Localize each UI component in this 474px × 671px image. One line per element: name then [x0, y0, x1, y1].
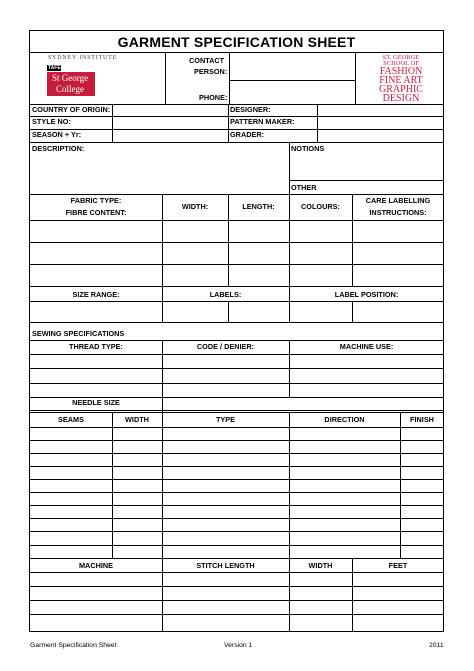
- institute-name: SYDNEY INSTITUTE: [48, 55, 118, 61]
- grid-line: [30, 545, 444, 546]
- seams-label: SEAMS: [58, 415, 84, 424]
- grid-line: [352, 194, 353, 286]
- style-label: STYLE NO:: [32, 117, 71, 126]
- grid-line: [229, 80, 355, 81]
- grid-line: [228, 301, 229, 322]
- contact-label-1: CONTACT: [189, 56, 225, 65]
- grid-line: [228, 104, 229, 142]
- grid-line: [30, 479, 444, 480]
- grid-line: [400, 412, 401, 558]
- care-label-2: INSTRUCTIONS:: [369, 208, 427, 217]
- grid-line: [355, 52, 356, 104]
- college-line-2: College: [56, 84, 84, 94]
- grid-line: [30, 220, 444, 221]
- grid-line: [30, 531, 444, 532]
- care-label-1: CARE LABELLING: [365, 196, 431, 205]
- grid-line: [30, 412, 444, 413]
- grid-line: [289, 558, 290, 632]
- grid-line: [30, 518, 444, 519]
- grid-line: [30, 558, 444, 559]
- grid-line: [30, 410, 444, 411]
- grid-line: [30, 383, 444, 384]
- description-label: DESCRIPTION:: [32, 144, 85, 153]
- grid-line: [228, 194, 229, 286]
- grid-line: [352, 558, 353, 632]
- grid-line: [162, 340, 163, 412]
- grid-line: [229, 52, 230, 104]
- grid-line: [30, 397, 444, 398]
- grid-line: [165, 52, 166, 104]
- grid-line: [30, 572, 444, 573]
- grid-line: [30, 368, 444, 369]
- grid-line: [30, 600, 444, 601]
- pattern-maker-label: PATTERN MAKER:: [230, 117, 295, 126]
- school-logo-line: SCHOOL OF: [383, 60, 419, 67]
- grid-line: [30, 466, 444, 467]
- grid-line: [112, 104, 113, 142]
- fabric-length-label: LENGTH:: [242, 202, 275, 211]
- seams-direction-label: DIRECTION: [324, 415, 365, 424]
- other-label: OTHER: [291, 183, 317, 192]
- page-title: GARMENT SPECIFICATION SHEET: [117, 34, 356, 50]
- grid-line: [30, 116, 444, 117]
- school-logo-line: ST. GEORGE: [382, 54, 420, 61]
- feet-label: FEET: [388, 561, 408, 570]
- grid-line: [162, 412, 163, 558]
- grid-line: [30, 614, 444, 615]
- thread-type-label: THREAD TYPE:: [69, 342, 123, 351]
- grid-line: [112, 412, 113, 558]
- seams-finish-label: FINISH: [410, 415, 434, 424]
- school-logo-line: GRAPHIC: [379, 84, 423, 95]
- grid-line: [30, 52, 444, 53]
- fabric-type-label: FABRIC TYPE:: [70, 196, 122, 205]
- label-position-label: LABEL POSITION:: [334, 290, 399, 299]
- size-range-label: SIZE RANGE:: [72, 290, 120, 299]
- grid-line: [317, 104, 318, 142]
- notions-label: NOTIONS: [291, 144, 325, 153]
- college-line-1: St George: [52, 73, 89, 83]
- grid-line: [30, 104, 444, 105]
- stitch-length-label: STITCH LENGTH: [196, 561, 255, 570]
- tafe-label: TAFE: [48, 65, 61, 71]
- grid-line: [162, 194, 163, 286]
- grid-line: [30, 194, 444, 195]
- colours-label: COLOURS:: [301, 202, 340, 211]
- machine-width-label: WIDTH: [308, 561, 333, 570]
- grid-line: [30, 142, 444, 143]
- needle-size-label: NEEDLE SIZE: [72, 398, 120, 407]
- grid-line: [30, 242, 444, 243]
- labels-label: LABELS:: [209, 290, 242, 299]
- grid-line: [289, 412, 290, 558]
- grid-line: [30, 440, 444, 441]
- school-logo-line: FASHION: [379, 66, 423, 77]
- sewing-section-label: SEWING SPECIFICATIONS: [32, 329, 125, 338]
- grid-line: [30, 586, 444, 587]
- school-logo: [373, 55, 429, 103]
- machine-label: MACHINE: [78, 561, 114, 570]
- footer-version: Version 1: [224, 642, 253, 649]
- grid-line: [30, 354, 444, 355]
- season-label: SEASON + Yr:: [32, 130, 82, 139]
- school-logo-line: DESIGN: [382, 93, 420, 104]
- grid-line: [289, 286, 290, 301]
- tafe-college-logo: [47, 63, 95, 97]
- country-label: COUNTRY OF ORIGIN:: [32, 105, 111, 114]
- grid-line: [162, 286, 163, 301]
- grader-label: GRADER:: [230, 130, 265, 139]
- grid-line: [30, 340, 444, 341]
- grid-line: [30, 301, 444, 302]
- grid-line: [289, 340, 290, 397]
- grid-line: [162, 301, 163, 322]
- contact-label-2: PERSON:: [194, 67, 228, 76]
- code-denier-label: CODE / DENIER:: [196, 342, 255, 351]
- grid-line: [30, 286, 444, 287]
- grid-line: [30, 322, 444, 323]
- grid-line: [30, 129, 444, 130]
- grid-line: [289, 142, 290, 194]
- grid-line: [162, 558, 163, 632]
- grid-line: [289, 194, 290, 286]
- grid-line: [30, 492, 444, 493]
- grid-line: [30, 453, 444, 454]
- phone-label: PHONE:: [199, 93, 228, 102]
- designer-label: DESIGNER:: [230, 105, 271, 114]
- footer-left: Garment Specification Sheet: [30, 642, 117, 649]
- seams-width-label: WIDTH: [125, 415, 149, 424]
- fibre-content-label: FIBRE CONTENT:: [65, 208, 127, 217]
- grid-line: [352, 301, 353, 322]
- grid-line: [289, 301, 290, 322]
- seams-type-label: TYPE: [215, 415, 236, 424]
- fabric-width-label: WIDTH:: [181, 202, 209, 211]
- grid-line: [30, 427, 444, 428]
- grid-line: [30, 505, 444, 506]
- machine-use-label: MACHINE USE:: [339, 342, 394, 351]
- grid-line: [30, 264, 444, 265]
- school-logo-line: FINE ART: [379, 75, 423, 86]
- footer-year: 2011: [429, 642, 444, 649]
- grid-line: [289, 180, 444, 181]
